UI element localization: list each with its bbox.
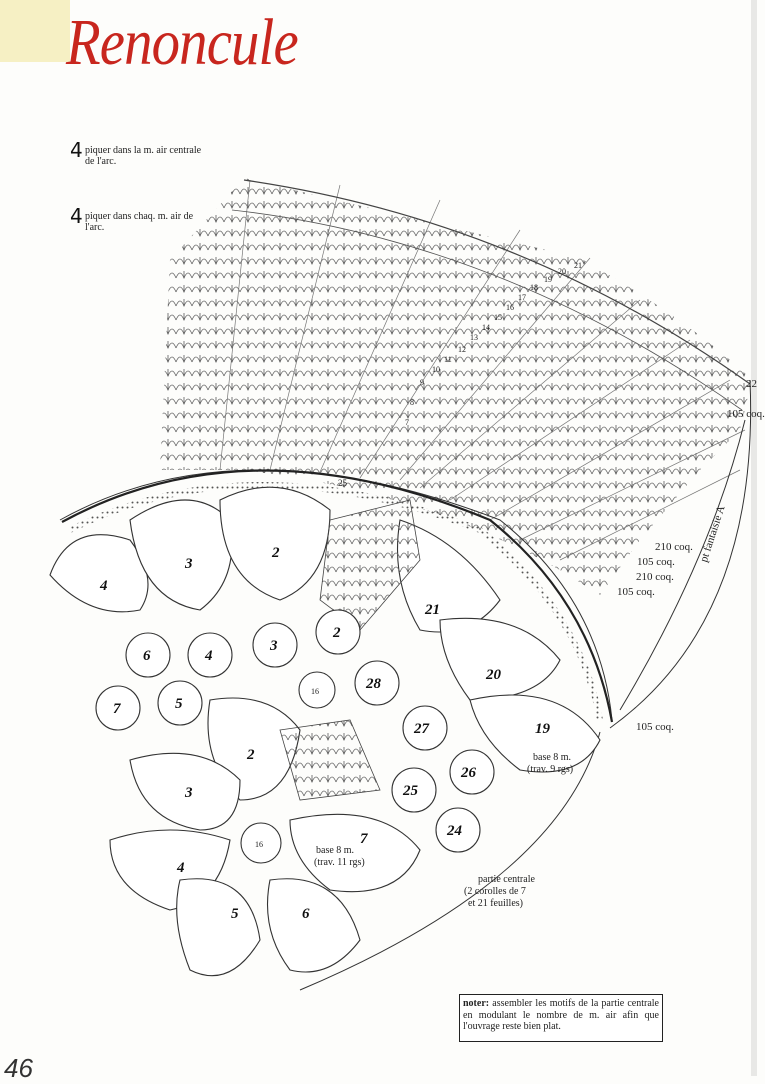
motif-number: 28: [366, 676, 381, 692]
upper-petal-4: [50, 535, 148, 612]
note-text: assembler les motifs de la partie centrale en modulant le nombre de m. air afin que l'ouvrage reste bien plat.: [463, 998, 659, 1032]
lower-petal-5: [177, 879, 260, 976]
svg-text:18: 18: [530, 283, 538, 292]
center-label: 16: [255, 840, 263, 849]
lower-fan-section: [280, 720, 380, 800]
upper-petal-20: [440, 618, 560, 700]
base-label-19: base 8 m.: [533, 752, 572, 763]
center-label: 16: [311, 687, 319, 696]
petal-number: 3: [185, 556, 193, 572]
motif-number: 4: [205, 648, 213, 664]
svg-text:10: 10: [432, 365, 440, 374]
row-label-22: 22: [746, 378, 757, 390]
partie-centrale-label: partie centrale: [478, 874, 535, 885]
lower-petal-7: [290, 814, 420, 891]
svg-text:13: 13: [470, 333, 478, 342]
svg-text:12: 12: [458, 345, 466, 354]
svg-text:15: 15: [494, 313, 502, 322]
svg-text:8: 8: [410, 398, 414, 407]
upper-petal-2: [220, 487, 330, 600]
motif-number: 24: [447, 823, 462, 839]
partie-centrale-detail: (2 corolles de 7: [464, 886, 526, 897]
trav-label-7: (trav. 11 rgs): [314, 857, 365, 868]
motif-number: 6: [143, 648, 151, 664]
petal-number: 4: [177, 860, 185, 876]
legend-text-1: piquer dans la m. air centrale de l'arc.: [85, 145, 202, 167]
coq-label: 105 coq.: [727, 408, 765, 420]
motif-number: 2: [333, 625, 341, 641]
petal-number: 3: [185, 785, 193, 801]
note-box: [459, 994, 663, 1042]
coq-label: 210 coq.: [636, 571, 674, 583]
petal-number: 21: [425, 602, 440, 618]
svg-text:21: 21: [574, 261, 582, 270]
petal-number: 5: [231, 906, 239, 922]
svg-text:14: 14: [482, 323, 490, 332]
petal-number: 4: [100, 578, 108, 594]
petal-number: 19: [535, 721, 550, 737]
motif-number: 25: [403, 783, 418, 799]
svg-text:9: 9: [420, 378, 424, 387]
svg-text:17: 17: [518, 293, 526, 302]
crochet-stitch-dot-icon: 4: [70, 204, 83, 228]
svg-text:20: 20: [558, 267, 566, 276]
motif-number: 27: [414, 721, 429, 737]
coq-label: 105 coq.: [636, 721, 674, 733]
petal-number: 2: [272, 545, 280, 561]
row-label-25: 25: [338, 478, 347, 488]
base-label-7: base 8 m.: [316, 845, 355, 856]
svg-text:7: 7: [405, 418, 409, 427]
pt-fantaisie-label: pt fantaisie A: [698, 504, 728, 564]
coq-label: 210 coq.: [655, 541, 693, 553]
coq-label: 105 coq.: [617, 586, 655, 598]
legend-text-2: piquer dans chaq. m. air de l'arc.: [85, 211, 194, 233]
partie-centrale-detail: et 21 feuilles): [468, 898, 523, 909]
coq-label: 105 coq.: [637, 556, 675, 568]
petal-number: 20: [486, 667, 501, 683]
svg-text:16: 16: [506, 303, 514, 312]
svg-text:19: 19: [544, 275, 552, 284]
motif-number: 7: [113, 701, 121, 717]
trav-label-19: (trav. 9 rgs): [527, 764, 574, 775]
note-heading: noter:: [463, 998, 490, 1009]
page-title: Renoncule: [66, 6, 298, 79]
petal-number: 2: [247, 747, 255, 763]
lower-petal-6: [268, 879, 361, 972]
page-number: 46: [4, 1053, 33, 1083]
petal-number: 7: [360, 831, 368, 847]
motif-number: 5: [175, 696, 183, 712]
petal-number: 6: [302, 906, 310, 922]
svg-text:11: 11: [444, 355, 452, 364]
motif-number: 26: [461, 765, 476, 781]
crochet-stitch-icon: 4: [70, 138, 83, 162]
motif-number: 3: [270, 638, 278, 654]
